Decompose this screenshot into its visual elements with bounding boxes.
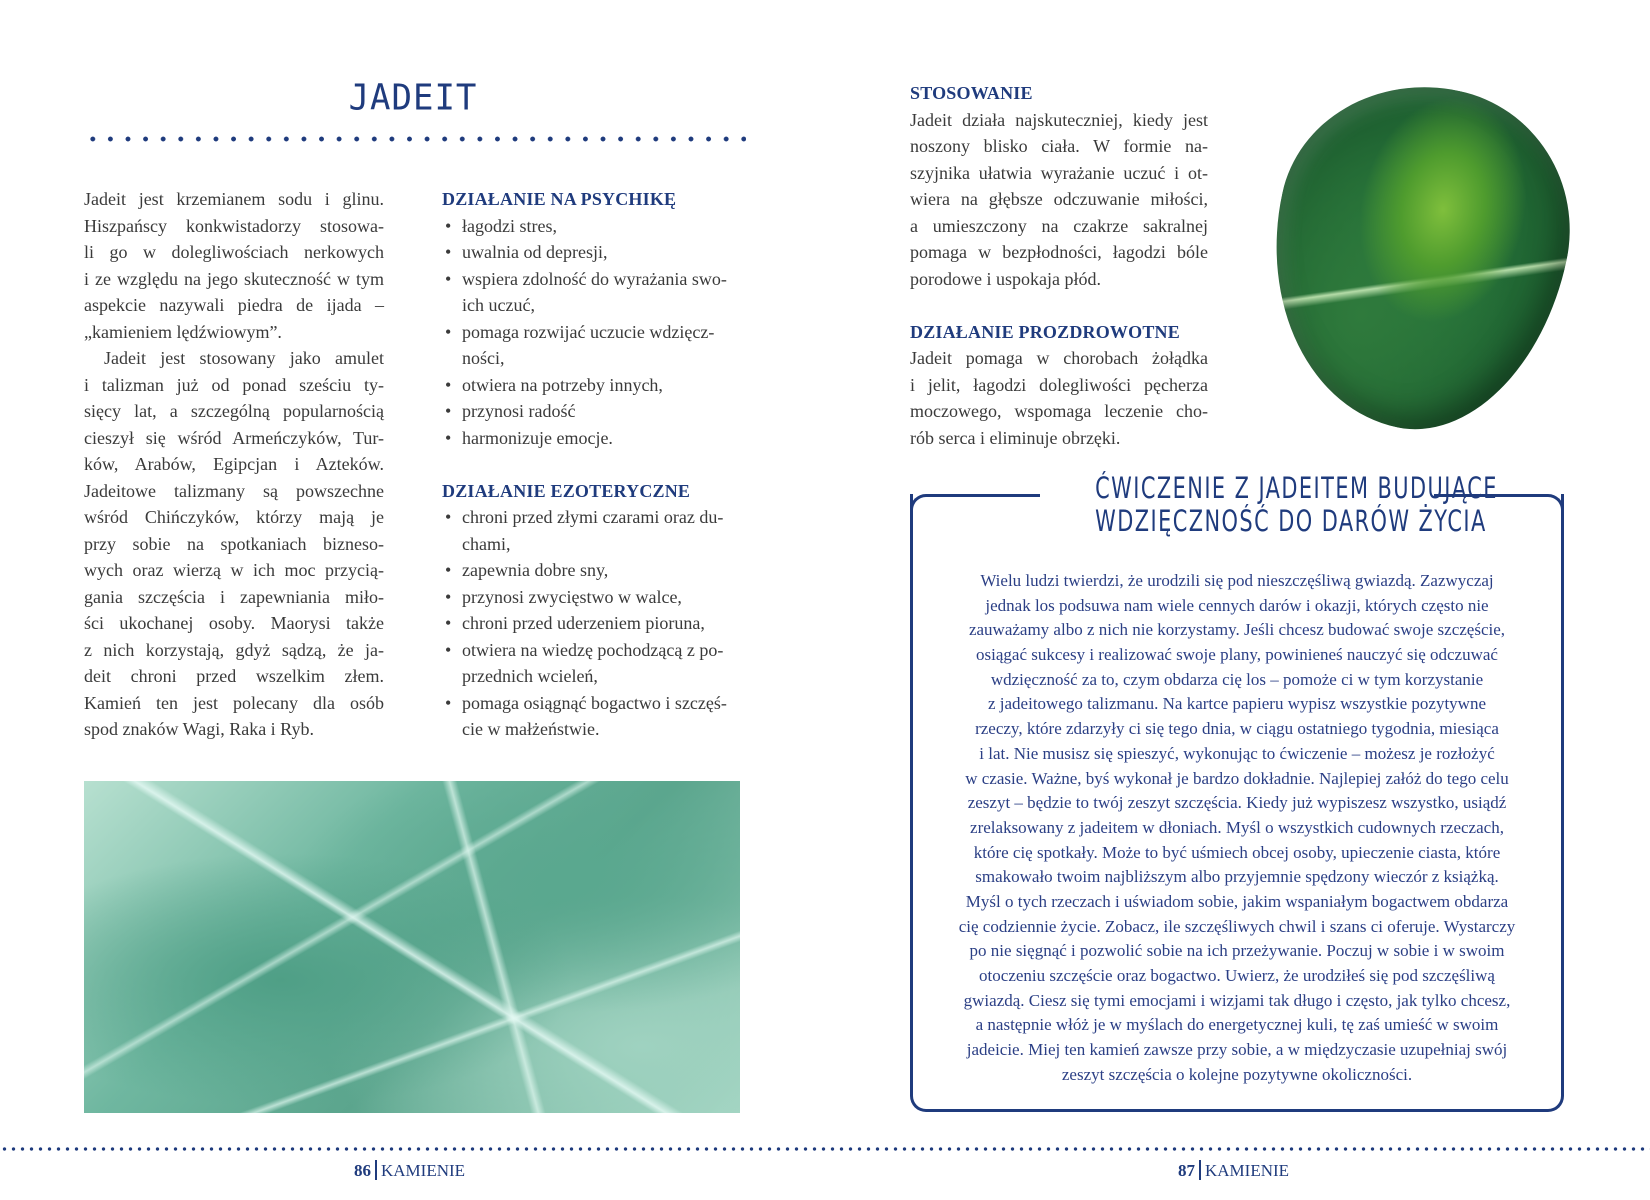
history-paragraph bbox=[84, 345, 384, 743]
health-paragraph bbox=[910, 345, 1208, 451]
bullet-icon: • bbox=[445, 507, 452, 527]
exercise-line: które cię spotkały. Może to być uśmiech obcej osoby, upieczenie ciasta, które bbox=[973, 842, 1501, 862]
list-item-text: otwiera na potrzeby innych, bbox=[462, 374, 663, 395]
text-line: wśród Chińczyków, którzy mają je bbox=[84, 507, 384, 527]
text-line: Jadeit działa najskuteczniej, kiedy jest bbox=[910, 109, 1208, 130]
exercise-title bbox=[1040, 471, 1498, 538]
bullet-icon: • bbox=[445, 374, 452, 395]
bullet-icon: • bbox=[445, 639, 452, 660]
text-line: i jelit, łagodzi dolegliwości pęcherza bbox=[910, 374, 1208, 395]
exercise-line: otoczeniu szczęście oraz bogactwo. Uwierz, że urodziłeś się pod szczęśliwą bbox=[979, 966, 1495, 985]
health-heading: DZIAŁANIE PROZDROWOTNE bbox=[910, 321, 1180, 342]
text-line: przy sobie na spotkaniach bizneso- bbox=[84, 533, 384, 554]
page-number: 87 bbox=[1178, 1161, 1195, 1180]
list-item-text: przynosi radość bbox=[462, 401, 576, 421]
exercise-line: jednak los podsuwa nam wiele cennych darów i okazji, których często nie bbox=[985, 595, 1489, 615]
list-item-line bbox=[442, 266, 742, 293]
text-line: cieszył się wśród Armeńczyków, Tur- bbox=[84, 427, 384, 448]
text-line: porodowe i uspokaja płód. bbox=[910, 268, 1101, 289]
list-item-text: ności, bbox=[462, 348, 505, 368]
footer-dotted-divider bbox=[0, 1147, 1650, 1151]
list-item-text: łagodzi stres, bbox=[462, 215, 557, 236]
list-item-line bbox=[442, 663, 742, 690]
exercise-line: smakowało twoim najbliższym albo przyjemnie spędzony wieczór z książką. bbox=[975, 867, 1499, 887]
list-item-line bbox=[442, 584, 742, 611]
list-item-line bbox=[442, 610, 742, 637]
list-item-line bbox=[442, 345, 742, 372]
text-line: a umieszczony na czakrze sakralnej bbox=[910, 215, 1208, 236]
text-line: i talizman już od ponad sześciu ty- bbox=[84, 374, 384, 395]
text-line: szyjnika ułatwia wyrażanie uczuć i ot- bbox=[910, 162, 1208, 183]
list-item-line bbox=[442, 637, 742, 664]
exercise-line: wdzięczność za to, czym obdarza cię los – pomoże ci w tym korzystanie bbox=[990, 669, 1484, 689]
list-item-text: pomaga rozwijać uczucie wdzięcz- bbox=[462, 321, 715, 342]
list-item-text: przednich wcieleń, bbox=[462, 666, 598, 686]
text-line: sięcy lat, a szczególną popularnością bbox=[84, 401, 384, 421]
bullet-icon: • bbox=[445, 401, 452, 421]
bullet-icon: • bbox=[445, 321, 452, 342]
text-line: deit chroni przed wszelkim złem. bbox=[84, 666, 384, 686]
text-line: „kamieniem lędźwiowym”. bbox=[84, 321, 282, 342]
list-item-line bbox=[442, 504, 742, 531]
list-item-text: chroni przed złymi czarami oraz du- bbox=[462, 507, 724, 527]
properties-column bbox=[442, 186, 742, 743]
list-item-text: przynosi zwycięstwo w walce, bbox=[462, 586, 682, 607]
page-title: JADEIT bbox=[348, 77, 478, 119]
jade-stone-image bbox=[1240, 59, 1597, 454]
text-line: spod znaków Wagi, Raka i Ryb. bbox=[84, 719, 314, 739]
list-item-line bbox=[442, 292, 742, 319]
bullet-icon: • bbox=[445, 427, 452, 448]
text-line: wych oraz wierzą w ich moc przycią- bbox=[84, 560, 384, 580]
footer-left bbox=[354, 1160, 465, 1181]
right-text-column bbox=[910, 80, 1208, 451]
list-item-line bbox=[442, 557, 742, 584]
usage-heading: STOSOWANIE bbox=[910, 83, 1033, 103]
list-item-text: uwalnia od depresji, bbox=[462, 242, 608, 262]
exercise-text bbox=[916, 569, 1558, 1087]
section-name: KAMIENIE bbox=[381, 1161, 466, 1180]
intro-paragraph bbox=[84, 186, 384, 345]
exercise-line: zauważamy albo z nich nie korzystamy. Jeśli chcesz budować swoje szczęście, bbox=[968, 620, 1506, 640]
exercise-line: po nie sięgnąć i pozwolić sobie na ich przeżywanie. Poczuj w sobie i w swoim bbox=[969, 941, 1505, 961]
exercise-line: zrelaksowany z jadeitem w dłoniach. Myśl o wszystkich cudownych rzeczach, bbox=[970, 817, 1504, 837]
text-line: z nich korzystają, gdyż sądzą, że ja- bbox=[84, 639, 384, 660]
text-line: noszony blisko ciała. W formie na- bbox=[910, 136, 1208, 156]
page-number: 86 bbox=[354, 1161, 371, 1180]
list-item-text: chami, bbox=[462, 533, 511, 554]
text-line: i ze względu na jego skuteczność w tym bbox=[84, 268, 384, 289]
exercise-line: a następnie włóż je w myślach do energetycznej kuli, tę zaś umieść w swoim bbox=[975, 1015, 1499, 1035]
bullet-icon: • bbox=[445, 242, 452, 262]
exercise-line: w czasie. Ważne, byś wykonał je bardzo dokładnie. Najlepiej załóż do tego celu bbox=[965, 768, 1509, 788]
exercise-box-border-left bbox=[910, 494, 1040, 510]
exercise-line: gwiazdą. Ciesz się tymi emocjami i wizjami tak długo i często, jak tylko chcesz, bbox=[963, 990, 1511, 1010]
exercise-line: cię codziennie życie. Zobacz, ile szczęśliwych chwil i szans ci oferuje. Wystarczy bbox=[958, 916, 1516, 936]
list-item-line bbox=[442, 398, 742, 425]
text-line: Jadeitowe talizmany są powszechne bbox=[84, 480, 384, 501]
esoteric-heading: DZIAŁANIE EZOTERYCZNE bbox=[442, 480, 691, 501]
exercise-line: z jadeitowego talizmanu. Na kartce papieru wypisz wszystkie pozytywne bbox=[987, 694, 1487, 714]
list-item-line bbox=[442, 531, 742, 558]
text-line: Hiszpańscy konkwistadorzy stosowa- bbox=[84, 215, 384, 236]
text-line: gania szczęścia i zapewniania miło- bbox=[84, 586, 384, 607]
text-line: wiera na głębsze odczuwanie miłości, bbox=[910, 189, 1208, 209]
footer-right bbox=[1178, 1160, 1289, 1181]
exercise-line: i lat. Nie musisz się spieszyć, wykonując to ćwiczenie – możesz je rozłożyć bbox=[979, 743, 1495, 763]
list-item-text: ich uczuć, bbox=[462, 295, 535, 315]
list-item-line bbox=[442, 239, 742, 266]
text-line: Jadeit pomaga w chorobach żołądka bbox=[910, 348, 1208, 368]
text-line: rób serca i eliminuje obrzęki. bbox=[910, 427, 1121, 448]
bullet-icon: • bbox=[445, 613, 452, 633]
exercise-title-line: ĆWICZENIE Z JADEITEM BUDUJĄCE bbox=[1095, 471, 1498, 505]
list-item-line bbox=[442, 213, 742, 240]
footer-separator bbox=[1199, 1160, 1201, 1180]
exercise-title-line: WDZIĘCZNOŚĆ DO DARÓW ŻYCIA bbox=[1095, 504, 1487, 538]
section-name: KAMIENIE bbox=[1205, 1161, 1290, 1180]
intro-column bbox=[84, 186, 384, 743]
list-item-text: chroni przed uderzeniem pioruna, bbox=[462, 613, 705, 633]
list-item-line bbox=[442, 716, 742, 743]
text-line: Kamień ten jest polecany dla osób bbox=[84, 692, 384, 713]
text-line: pomaga w bezpłodności, łagodzi bóle bbox=[910, 242, 1208, 262]
text-line: Jadeit jest stosowany jako amulet bbox=[104, 348, 384, 368]
exercise-line: rzeczy, które zdarzyły ci się tego dnia, w ciągu ostatniego tygodnia, miesiąca bbox=[975, 719, 1499, 739]
list-item-line bbox=[442, 425, 742, 452]
bullet-icon: • bbox=[445, 560, 452, 580]
usage-paragraph bbox=[910, 107, 1208, 293]
exercise-line: Myśl o tych rzeczach i uświadom sobie, jakim wspaniałym bogactwem obdarza bbox=[965, 891, 1509, 911]
list-item-text: wspiera zdolność do wyrażania swo- bbox=[462, 268, 727, 289]
title-dotted-divider bbox=[84, 136, 746, 142]
list-item-line bbox=[442, 690, 742, 717]
list-item-text: harmonizuje emocje. bbox=[462, 427, 613, 448]
list-item-text: zapewnia dobre sny, bbox=[462, 560, 609, 580]
esoteric-list bbox=[442, 504, 742, 743]
text-line: moczowego, wspomaga leczenie cho- bbox=[910, 401, 1208, 421]
footer-separator bbox=[375, 1160, 377, 1180]
exercise-line: osiągać sukcesy i realizować swoje plany, powinieneś nauczyć się odczuwać bbox=[976, 645, 1498, 665]
list-item-text: otwiera na wiedzę pochodzącą z po- bbox=[462, 639, 724, 660]
text-line: ków, Arabów, Egipcjan i Azteków. bbox=[84, 454, 384, 474]
exercise-line: zeszyt szczęścia o kolejne pozytywne okoliczności. bbox=[1061, 1064, 1413, 1084]
bullet-icon: • bbox=[445, 268, 452, 289]
list-item-text: cie w małżeństwie. bbox=[462, 719, 600, 739]
bullet-icon: • bbox=[445, 215, 452, 236]
bullet-icon: • bbox=[445, 692, 452, 713]
psyche-heading: DZIAŁANIE NA PSYCHIKĘ bbox=[442, 189, 677, 209]
exercise-line: jadeicie. Miej ten kamień zawsze przy sobie, a w międzyczasie uzupełniaj swój bbox=[966, 1040, 1508, 1060]
exercise-line: Wielu ludzi twierdzi, że urodzili się pod nieszczęśliwą gwiazdą. Zazwyczaj bbox=[980, 571, 1494, 590]
text-line: li go w dolegliwościach nerkowych bbox=[84, 242, 384, 262]
list-item-line bbox=[442, 372, 742, 399]
text-line: aspekcie nazywali piedra de ijada – bbox=[84, 295, 384, 315]
jade-marble-texture-image bbox=[84, 781, 740, 1113]
bullet-icon: • bbox=[445, 586, 452, 607]
list-item-text: pomaga osiągnąć bogactwo i szczęś- bbox=[462, 692, 727, 713]
exercise-line: zeszyt – będzie to twój zeszyt szczęścia. Kiedy już wypiszesz wszystko, usiądź bbox=[967, 793, 1507, 813]
text-line: Jadeit jest krzemianem sodu i glinu. bbox=[84, 189, 384, 209]
list-item-line bbox=[442, 319, 742, 346]
text-line: ści ukochanej osoby. Maorysi także bbox=[84, 613, 384, 633]
psyche-list bbox=[442, 213, 742, 452]
